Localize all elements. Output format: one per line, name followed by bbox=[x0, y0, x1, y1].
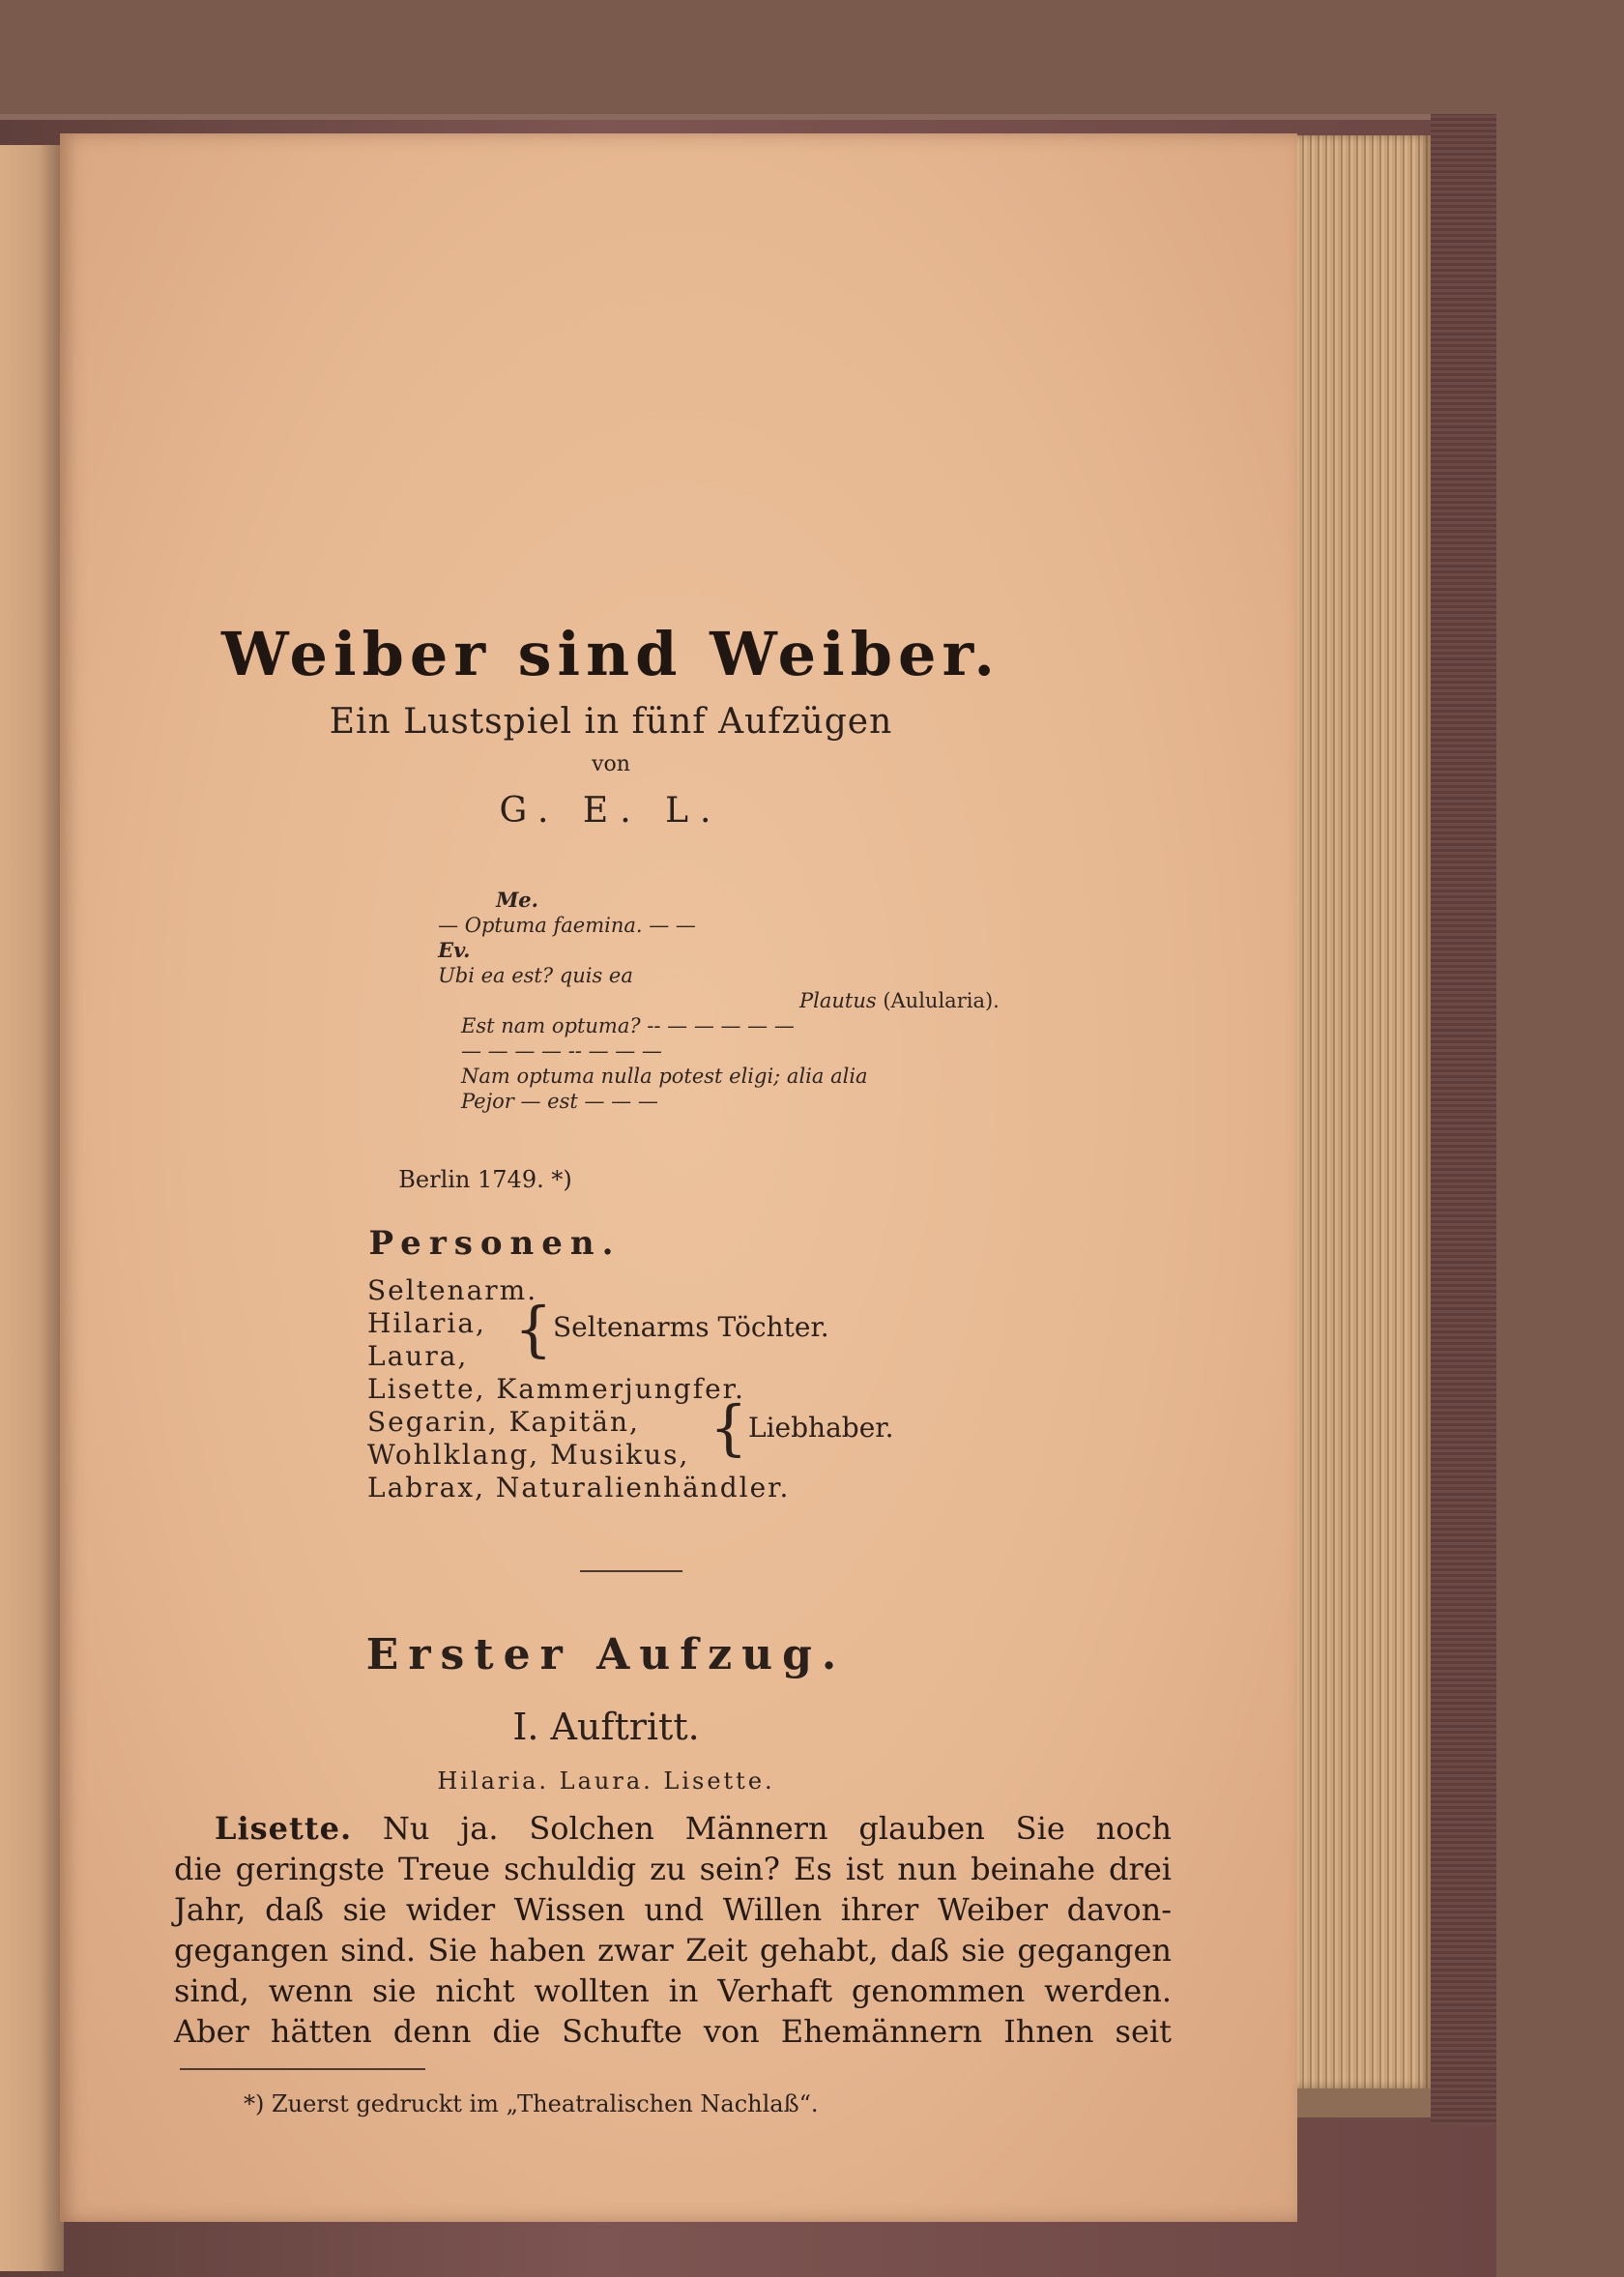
cast-row: Seltenarm. bbox=[367, 1274, 538, 1306]
scene-characters: Hilaria. Laura. Lisette. bbox=[437, 1767, 775, 1795]
cast-row: Wohlklang, Musikus, bbox=[367, 1439, 690, 1471]
body-line: Jahr, daß sie wider Wissen und Willen ihrer Weiber davon- bbox=[174, 1891, 1172, 1928]
footnote-rule bbox=[180, 2068, 425, 2070]
cast-row: Segarin, Kapitän, bbox=[367, 1406, 640, 1438]
body-line: Lisette. Nu ja. Solchen Männern glauben Sie noch bbox=[215, 1810, 1173, 1847]
author-initials: G. E. L. bbox=[499, 791, 723, 831]
motto-source bbox=[799, 988, 1000, 1013]
book-page bbox=[60, 133, 1297, 2222]
cast-row: Lisette, Kammerjungfer. bbox=[367, 1373, 745, 1405]
cast-list bbox=[367, 1274, 790, 1504]
motto-text-1: — Optuma faemina. — — bbox=[438, 914, 696, 937]
cast-row: Hilaria, bbox=[367, 1307, 486, 1339]
cast-row: Labrax, Naturalienhändler. bbox=[367, 1472, 791, 1503]
motto-block bbox=[399, 862, 1269, 1114]
body-line: Aber hätten denn die Schufte von Ehemännern Ihnen seit bbox=[174, 2013, 1172, 2050]
motto-line-4: Nam optuma nulla potest eligi; alia alia bbox=[461, 1065, 868, 1088]
motto-source-work: (Aulularia). bbox=[883, 989, 1000, 1012]
act-heading: Erster Aufzug. bbox=[365, 1630, 847, 1679]
cast-group-label-suitors: Liebhaber. bbox=[748, 1412, 894, 1444]
body-line: gegangen sind. Sie haben zwar Zeit gehabt, daß sie gegangen bbox=[174, 1932, 1172, 1969]
cast-group-label-daughters: Seltenarms Töchter. bbox=[553, 1311, 829, 1343]
play-subtitle: Ein Lustspiel in fünf Aufzügen bbox=[329, 702, 893, 742]
footnote: *) Zuerst gedruckt im „Theatralischen Nachlaß“. bbox=[244, 2090, 819, 2117]
speaker-name: Lisette. bbox=[215, 1810, 353, 1847]
body-line: sind, wenn sie nicht wollten in Verhaft genommen werden. bbox=[174, 1972, 1172, 2009]
book-cover-edge bbox=[1431, 114, 1496, 2125]
brace-group-2: { bbox=[710, 1392, 748, 1463]
motto-text-2: Ubi ea est? quis ea bbox=[438, 964, 633, 987]
personen-heading: Personen. bbox=[368, 1224, 622, 1263]
motto-source-author: Plautus bbox=[799, 989, 877, 1012]
motto-speaker-me: Me. bbox=[496, 888, 538, 912]
cast-row: Laura, bbox=[367, 1340, 469, 1372]
left-page-edge bbox=[0, 145, 64, 2271]
section-divider bbox=[580, 1570, 682, 1572]
imprint: Berlin 1749. *) bbox=[398, 1166, 572, 1193]
byline-word: von bbox=[592, 752, 630, 776]
brace-group-1: { bbox=[514, 1294, 553, 1364]
play-title: Weiber sind Weiber. bbox=[220, 619, 1001, 689]
scene-heading: I. Auftritt. bbox=[512, 1706, 700, 1748]
motto-speaker-ev: Ev. bbox=[438, 938, 471, 962]
page-block-bottom bbox=[1286, 2088, 1431, 2117]
body-line: die geringste Treue schuldig zu sein? Es ist nun beinahe drei bbox=[174, 1851, 1172, 1887]
body-text bbox=[174, 1808, 1172, 2052]
motto-line-2: Est nam optuma? -- — — — — — bbox=[461, 1014, 795, 1037]
motto-line-5: Pejor — est — — — bbox=[461, 1090, 658, 1113]
motto-line-3: — — — — -- — — — bbox=[461, 1039, 662, 1063]
